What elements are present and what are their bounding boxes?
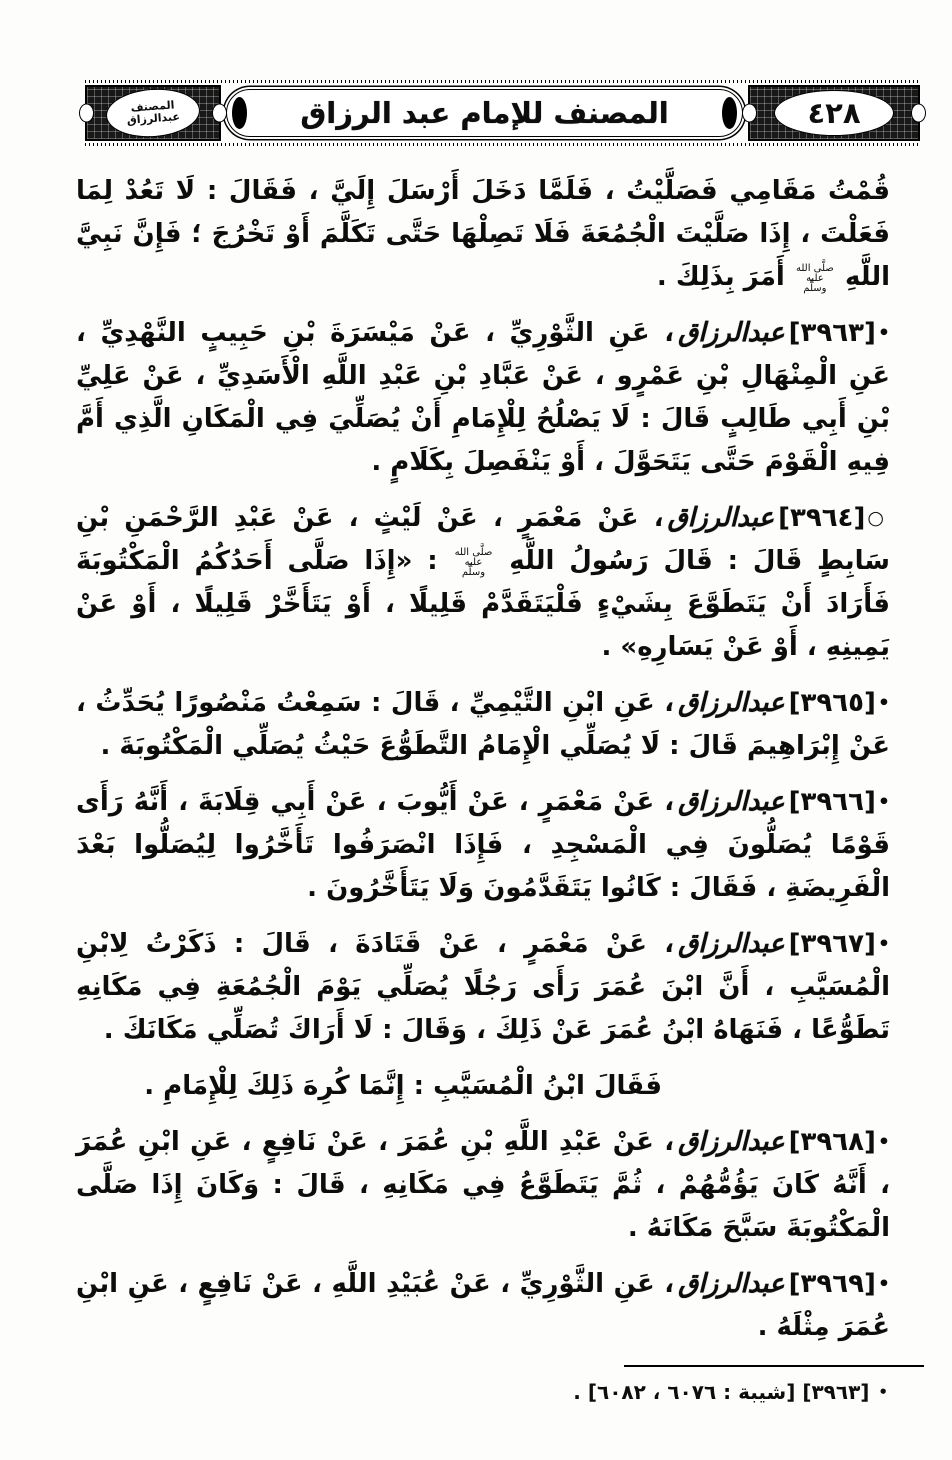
publisher-seal-medallion — [104, 86, 201, 140]
hadith-bullet-icon: ○ — [867, 507, 890, 529]
publisher-seal-cartouche — [85, 85, 221, 141]
seal-text-line1: المصنف — [130, 98, 175, 115]
hadith-bullet-icon: • — [877, 791, 890, 813]
hadith-paragraph: •[٣٩٦٩]عبدالرزاق، عَنِ الثَّوْرِيِّ ، عَنْ عُبَيْدِ اللَّهِ ، عَنْ نَافِعٍ ، عَنِ ابْنِ عُمَرَ مِثْلَهُ . — [76, 1269, 890, 1342]
text-body — [76, 170, 890, 1349]
author-name: عبدالرزاق — [678, 318, 785, 348]
hadith-paragraph: •[٣٩٦٥]عبدالرزاق، عَنِ ابْنِ التَّيْمِيِّ ، قَالَ : سَمِعْتُ مَنْصُورًا يُحَدِّثُ ، عَنْ إِبْرَاهِيمَ قَالَ : لَا يُصَلِّي الْإِمَامُ التَّطَوُّعَ حَيْثُ يُصَلِّي الْمَكْتُوبَةَ . — [76, 688, 890, 761]
hadith-number: [٣٩٦٥] — [788, 688, 876, 718]
author-name: عبدالرزاق — [678, 929, 785, 959]
author-name: عبدالرزاق — [678, 688, 785, 718]
book-page — [0, 80, 952, 1460]
pbuh-ligature: صلَّى الله عليه وسلَّم — [795, 263, 834, 294]
reply-paragraph: فَقَالَ ابْنُ الْمُسَيَّبِ : إِنَّمَا كُرِهَ ذَلِكَ لِلْإِمَامِ . — [144, 1071, 662, 1101]
header-band — [85, 80, 920, 146]
footnote-text: [٣٩٦٣] [شيبة : ٦٠٧٦ ، ٦٠٨٢] . — [573, 1380, 870, 1404]
hadith-bullet-icon: • — [877, 692, 890, 714]
hadith-paragraph: •[٣٩٦٨]عبدالرزاق، عَنْ عَبْدِ اللَّهِ بْنِ عُمَرَ ، عَنْ نَافِعٍ ، عَنِ ابْنِ عُمَرَ ، أَنَّهُ كَانَ يَؤُمُّهُمْ ، ثُمَّ يَتَطَوَّعُ فِي مَكَانِهِ ، قَالَ : وَكَانَ إِذَا صَلَّى الْمَكْتُوبَةَ سَبَّحَ مَكَانَهُ . — [76, 1127, 890, 1243]
hadith-bullet-icon: • — [877, 322, 890, 344]
seal-text-line2: عبدالرزاق — [126, 110, 181, 127]
hadith-bullet-icon: • — [877, 933, 890, 955]
hadith-number: [٣٩٦٨] — [788, 1127, 876, 1157]
author-name: عبدالرزاق — [678, 787, 785, 817]
hadith-paragraph: •[٣٩٦٦]عبدالرزاق، عَنْ مَعْمَرٍ ، عَنْ أَيُّوبَ ، عَنْ أَبِي قِلَابَةَ ، أَنَّهُ رَأَى قَوْمًا يُصَلُّونَ فِي الْمَسْجِدِ ، فَإِذَا انْصَرَفُوا تَأَخَّرُوا لِيُصَلُّوا بَعْدَ الْفَرِيضَةِ ، فَقَالَ : كَانُوا يَتَقَدَّمُونَ وَلَا يَتَأَخَّرُونَ . — [76, 787, 890, 903]
hadith-number: [٣٩٦٣] — [788, 318, 876, 348]
page-number-medallion — [774, 90, 894, 136]
page-number: ٤٢٨ — [807, 95, 861, 130]
hadith-bullet-icon: • — [877, 1131, 890, 1153]
finial-ornament-icon — [232, 97, 247, 129]
body-paragraph: قُمْتُ مَقَامِي فَصَلَّيْتُ ، فَلَمَّا دَخَلَ أَرْسَلَ إِلَيَّ ، فَقَالَ : لَا تَعُدْ لِمَا فَعَلْتَ ، إِذَا صَلَّيْتَ الْجُمُعَةَ فَلَا تَصِلْهَا حَتَّى تَكَلَّمَ أَوْ تَخْرُجَ ؛ فَإِنَّ نَبِيَّ اللَّهِ صلَّى الله عليه وسلَّم أَمَرَ بِذَلِكَ . — [76, 176, 890, 294]
author-name: عبدالرزاق — [678, 1127, 785, 1157]
hadith-paragraph: •[٣٩٦٧]عبدالرزاق، عَنْ مَعْمَرٍ ، عَنْ قَتَادَةَ ، قَالَ : ذَكَرْتُ لِابْنِ الْمُسَيَّبِ ، أَنَّ ابْنَ عُمَرَ رَأَى رَجُلًا يُصَلِّي يَوْمَ الْجُمُعَةِ فِي مَكَانِهِ تَطَوُّعًا ، فَنَهَاهُ ابْنُ عُمَرَ عَنْ ذَلِكَ ، وَقَالَ : لَا أَرَاكَ تُصَلِّي مَكَانَكَ . — [76, 929, 890, 1045]
hadith-number: [٣٩٦٦] — [788, 787, 876, 817]
hadith-paragraph: ○[٣٩٦٤]عبدالرزاق، عَنْ مَعْمَرٍ ، عَنْ لَيْثٍ ، عَنْ عَبْدِ الرَّحْمَنِ بْنِ سَابِطٍ قَالَ : قَالَ رَسُولُ اللَّهِ صلَّى الله عليه وسلَّم : «إِذَا صَلَّى أَحَدُكُمُ الْمَكْتُوبَةَ فَأَرَادَ أَنْ يَتَطَوَّعَ بِشَيْءٍ فَلْيَتَقَدَّمْ قَلِيلًا ، أَوْ يَتَأَخَّرْ قَلِيلًا ، أَوْ عَنْ يَمِينِهِ ، أَوْ عَنْ يَسَارِهِ» . — [76, 503, 890, 662]
pbuh-ligature: صلَّى الله عليه وسلَّم — [454, 547, 493, 578]
hadith-number: [٣٩٦٧] — [788, 929, 876, 959]
hadith-number: [٣٩٦٤] — [778, 503, 866, 533]
hadith-number: [٣٩٦٩] — [788, 1269, 876, 1299]
footnote-divider — [624, 1365, 924, 1367]
author-name: عبدالرزاق — [678, 1269, 785, 1299]
hadith-bullet-icon: • — [877, 1273, 890, 1295]
footnote-bullet-icon: • — [878, 1383, 888, 1401]
hadith-paragraph: •[٣٩٦٣]عبدالرزاق، عَنِ الثَّوْرِيِّ ، عَنْ مَيْسَرَةَ بْنِ حَبِيبٍ النَّهْدِيِّ ، عَنِ الْمِنْهَالِ بْنِ عَمْرٍو ، عَنْ عَبَّادِ بْنِ عَبْدِ اللَّهِ الْأَسَدِيِّ ، عَنْ عَلِيِّ بْنِ أَبِي طَالِبٍ قَالَ : لَا يَصْلُحُ لِلْإِمَامِ أَنْ يُصَلِّيَ فِي الْمَكَانِ الَّذِي أَمَّ فِيهِ الْقَوْمَ حَتَّى يَتَحَوَّلَ ، أَوْ يَنْفَصِلَ بِكَلَامٍ . — [76, 318, 890, 477]
book-title: المصنف للإمام عبد الرزاق — [300, 95, 669, 130]
title-cartouche — [226, 89, 743, 137]
finial-ornament-icon — [722, 97, 737, 129]
footnote — [76, 1377, 888, 1407]
page-number-cartouche — [748, 85, 920, 141]
author-name: عبدالرزاق — [667, 503, 775, 533]
